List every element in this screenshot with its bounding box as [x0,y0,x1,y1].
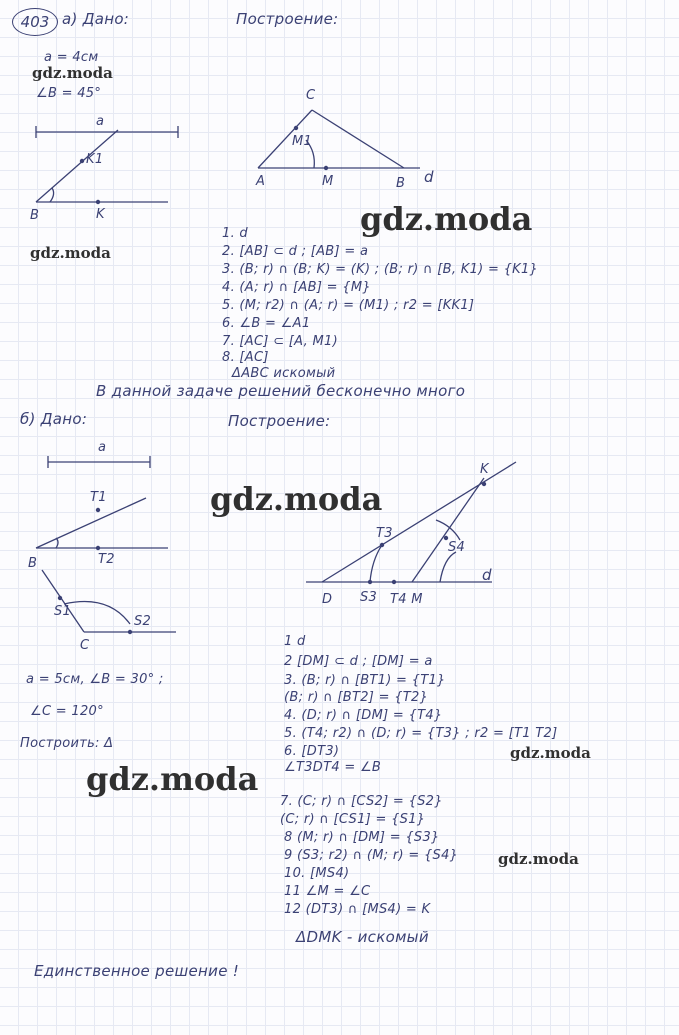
watermark: gdz.moda [360,200,533,238]
part-a-header: а) Дано: [62,10,130,28]
part-a-step-1: 1. d [222,226,248,241]
part-b-fig2-label-s1: S1 [54,604,72,619]
part-b-fig1-label-t2: T2 [98,552,115,567]
part-b-fig2-label-c: C [80,638,90,653]
part-a-fig1-label-a: a [96,114,105,129]
part-a-given-angle: ∠B = 45° [36,86,102,101]
part-b-step-1: 1 d [284,634,306,649]
part-b-step-8: 8 (M; r) ∩ [DM] = {S3} [284,830,440,845]
part-b-fig1-label-a: a [98,440,107,455]
part-b-result: ΔDMK - искомый [296,928,429,946]
part-b-step-10: 10. [MS4) [284,866,350,881]
part-a-result: ΔABC искомый [232,366,336,381]
part-a-fig1-label-b: B [30,208,40,223]
part-a-fig1-label-k1: K1 [86,152,104,167]
part-b-given-1: a = 5см, ∠B = 30° ; [26,672,164,687]
part-b-header: б) Дано: [20,410,88,428]
watermark: gdz.moda [498,850,579,868]
part-a-given-a: a = 4см [44,50,99,65]
part-b-fig3-label-s3: S3 [360,590,378,605]
part-b-fig2-label-s2: S2 [134,614,152,629]
part-b-given-2: ∠C = 120° [30,704,104,719]
part-b-fig3-label-k: K [480,462,489,477]
part-b-fig3-label-t3: T3 [376,526,393,541]
part-b-fig3-label-d: D [322,592,333,607]
part-a-fig2-label-d: d [424,168,434,186]
part-a-construction-title: Построение: [236,10,339,28]
part-a-step-6: 6. ∠B = ∠A1 [222,316,311,331]
part-a-step-2: 2. [AB] ⊂ d ; [AB] = a [222,244,369,259]
part-b-conclusion: Единственное решение ! [34,962,240,980]
part-a-fig2-label-m: M [322,174,334,189]
part-a-fig2-label-c: C [306,88,316,103]
part-a-step-7: 7. [AC] ⊂ [A, M1) [222,334,338,349]
part-b-construction-title: Построение: [228,412,331,430]
part-a-fig2-label-a: A [256,174,266,189]
part-b-fig1-label-t1: T1 [90,490,107,505]
part-b-step-6: 6. [DT3) [284,744,340,759]
watermark: gdz.moda [32,64,113,82]
part-a-step-3: 3. (B; r) ∩ (B; K) = (K) ; (B; r) ∩ [B, K1) = {K1} [222,262,539,277]
watermark: gdz.moda [510,744,591,762]
watermark: gdz.moda [210,480,383,518]
part-b-given-3: Построить: Δ [20,736,114,751]
watermark: gdz.moda [86,760,259,798]
watermark: gdz.moda [30,244,111,262]
part-b-fig3-label-s4: S4 [448,540,466,555]
part-b-fig2-label-b: B [28,556,38,571]
part-b-step-11: 11 ∠M = ∠C [284,884,371,899]
part-a-step-4: 4. (A; r) ∩ [AB] = {M} [222,280,371,295]
part-b-step-2: 2 [DM] ⊂ d ; [DM] = a [284,654,433,669]
part-a-fig1-label-k: K [96,207,105,222]
part-b-step-6b: ∠T3DT4 = ∠B [284,760,382,775]
part-a-conclusion: В данной задаче решений бесконечно много [96,382,466,400]
part-b-step-7b: (C; r) ∩ [CS1] = {S1} [280,812,426,827]
part-b-step-4: 4. (D; r) ∩ [DM] = {T4} [284,708,443,723]
part-b-step-3a: 3. (B; r) ∩ [BT1) = {T1} [284,673,446,688]
part-b-fig3-label-d-line: d [482,566,492,584]
part-a-step-5: 5. (M; r2) ∩ (A; r) = (M1) ; r2 = [KK1] [222,298,475,313]
part-b-step-7a: 7. (C; r) ∩ [CS2] = {S2} [280,794,443,809]
part-b-step-12: 12 (DT3) ∩ [MS4) = K [284,902,431,917]
part-b-step-5: 5. (T4; r2) ∩ (D; r) = {T3} ; r2 = [T1 T2] [284,726,558,741]
part-b-fig3-label-t4m: T4 M [390,592,423,607]
part-b-step-9: 9 (S3; r2) ∩ (M; r) = {S4} [284,848,459,863]
problem-number: 403 [12,8,58,36]
part-a-fig2-label-b: B [396,176,406,191]
part-a-step-8: 8. [AC] [222,350,269,365]
part-a-fig2-label-m1: M1 [292,134,313,149]
part-b-step-3b: (B; r) ∩ [BT2] = {T2} [284,690,429,705]
